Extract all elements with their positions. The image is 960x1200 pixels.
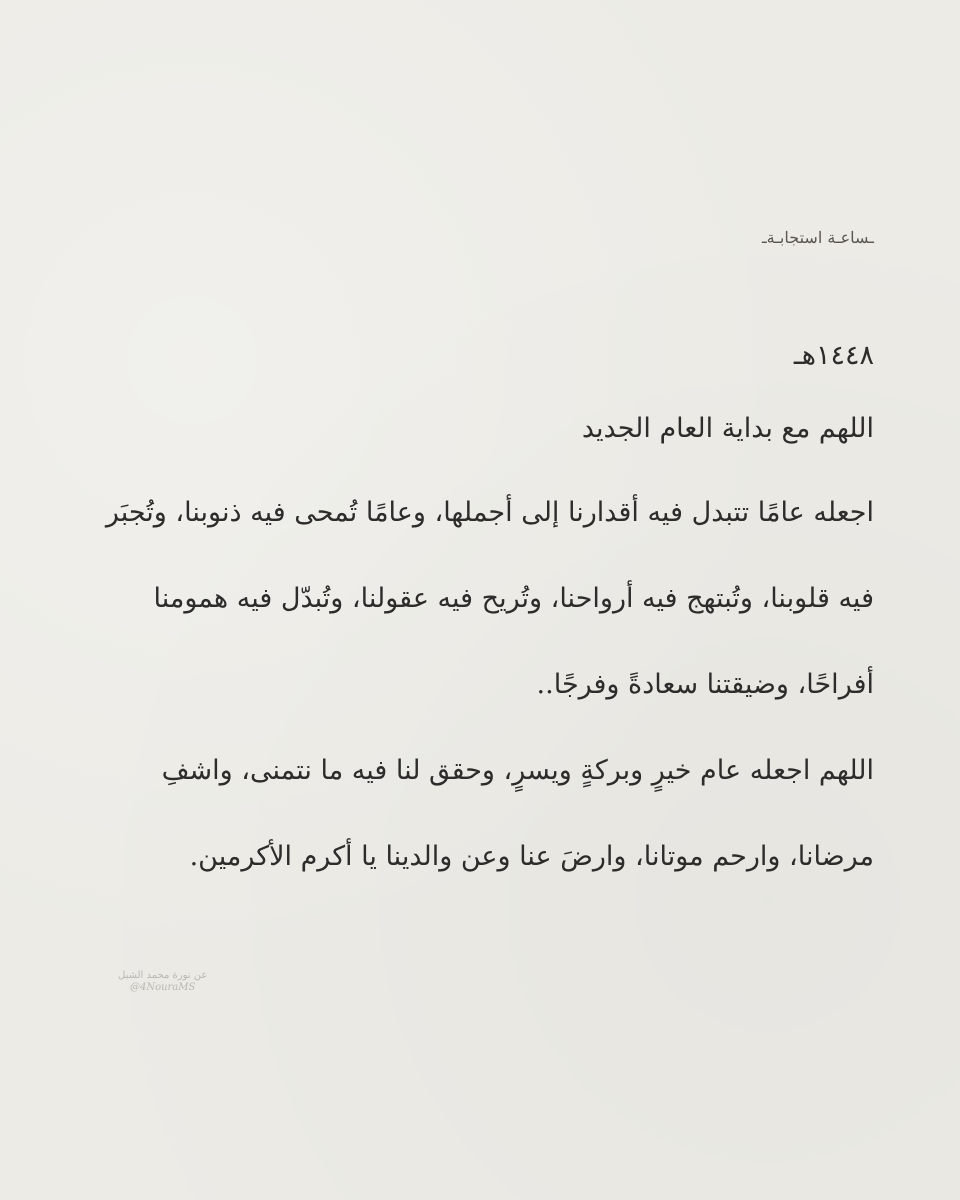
prayer-paragraph-2: اللهم اجعله عام خيرٍ وبركةٍ ويسرٍ، وحقق لنا فيه ما نتمنى، واشفِ مرضانا، وارحم موتانا، وارضَ عنا وعن والدينا يا أكرم الأكرمين. bbox=[161, 755, 874, 872]
prayer-heading: اللهم مع بداية العام الجديد bbox=[581, 413, 874, 444]
prayer-paragraph-1: اجعله عامًا تتبدل فيه أقدارنا إلى أجملها، وعامًا تُمحى فيه ذنوبنا، وتُجبَر فيه قلوبنا، وتُبتهج فيه أرواحنا، وتُريح فيه عقولنا، وتُبدّل فيه همومنا أفراحًا، وضيقتنا سعادةً وفرجًا.. bbox=[105, 497, 874, 700]
watermark-handle: @4NouraMS bbox=[129, 982, 196, 993]
hijri-year: ١٤٤٨هـ bbox=[793, 340, 874, 371]
tagline: ـساعـة استجابـةـ bbox=[761, 228, 874, 247]
author-watermark bbox=[118, 970, 207, 994]
watermark-name: عن نورة محمد الشبل bbox=[118, 970, 208, 981]
